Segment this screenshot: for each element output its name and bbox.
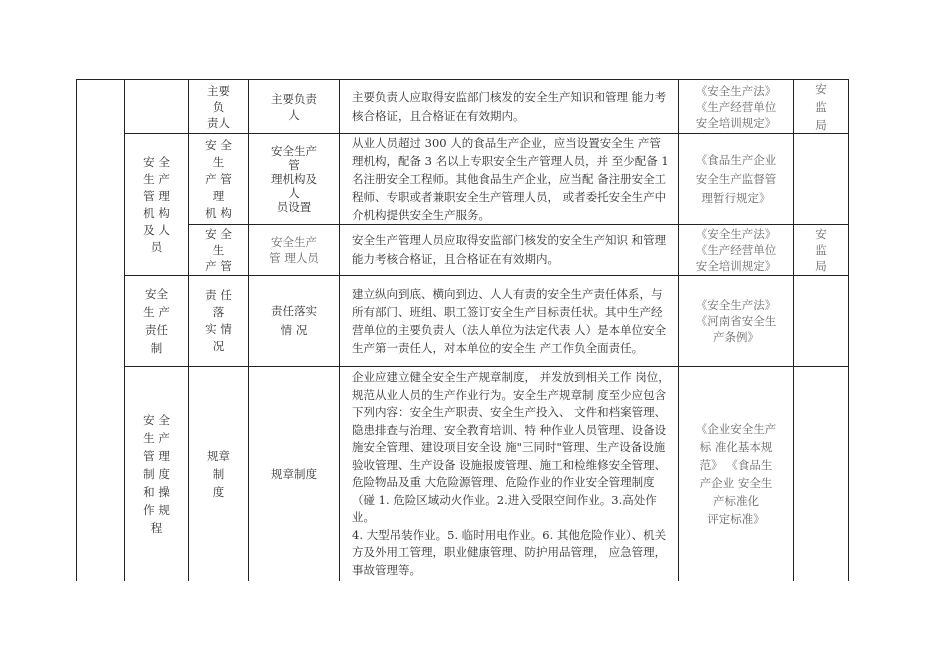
table-border-left — [76, 79, 77, 581]
sub-item-label: 规章 制 度 — [207, 449, 230, 499]
check-item-cell — [249, 225, 339, 275]
check-item-cell — [249, 367, 339, 581]
content-cell — [352, 276, 672, 366]
sub-item-label: 安 全 生 产 管 — [205, 227, 232, 273]
content-text: 建立纵向到底、横向到边、人人有责的安全生产责任体系，与所有部门、班组、职工签订安全生产目标责任状。其中生产经营单位的主要负责人（法人单位为法定代表 人）是本单位安全生产第一责任人，对本单位的安全生 产工作负全面责任。 — [352, 287, 667, 355]
sub-item-cell — [189, 134, 248, 224]
content-text: 从业人员超过 300 人的食品生产企业，应当设置安全生 产管理机构，配备 3 名以上专职安全生产管理人员，并 至少配备 1 名注册安全工程师。其他食品生产企业，应当配 备注册安全工程师、专职或者兼职安全生产管理人员， 或者委托安全生产中介机构提供安全生产服务。 — [352, 136, 669, 222]
content-text: 安全生产管理人员应取得安监部门核发的安全生产知识 和管理能力考核合格证，且合格证在有效期内。 — [352, 233, 667, 266]
content-cell — [352, 369, 672, 581]
check-item-label: 规章制度 — [271, 467, 317, 481]
dept-text: 安 监 局 — [815, 81, 827, 132]
content-cell — [352, 225, 672, 275]
sub-item-cell — [189, 225, 248, 275]
sub-item-label: 安 全 生 产 管 理 机 构 — [205, 137, 232, 220]
check-item-label: 安全生产 管 理人员 — [269, 235, 319, 265]
sub-item-cell — [189, 276, 248, 366]
content-cell — [352, 80, 672, 133]
group-cell — [125, 276, 188, 366]
basis-cell — [679, 225, 793, 275]
sub-item-label: 主要 负 责人 — [207, 83, 230, 130]
group-label: 安 全 生 产 管 理 机 构 及 人 员 — [143, 154, 170, 254]
column-divider — [339, 79, 340, 581]
column-divider — [793, 79, 794, 581]
basis-text: 《安全生产法》 《河南省安全生 产条例》 — [695, 298, 777, 344]
group-cell — [125, 367, 188, 581]
basis-text: 《企业安全生产 标 准化基本规 范》 《食品生 产企业 安全生 产标准化 评定标准》 — [695, 422, 777, 526]
basis-cell — [679, 134, 793, 224]
dept-text: 安 监 局 — [815, 227, 827, 273]
table-border-right — [848, 79, 849, 581]
group-label: 安 全 生 产 管 理 制 度 和 操 作 规 程 — [143, 413, 170, 535]
content-cell — [352, 134, 672, 224]
sub-item-label: 责 任 落 实 情 况 — [205, 288, 232, 353]
basis-cell — [679, 80, 793, 133]
basis-text: 《安全生产法》 《生产经营单位 安全培训规定》 — [695, 227, 777, 273]
content-text: 企业应建立健全安全生产规章制度， 并发放到相关工作 岗位，规范从业人员的生产作业行为。安全生产规章制 度至少应包含下列内容：安全生产职责、安全生产投入、 文件和档案管理、隐患排查与治理、安全教育培训、特 种作业人员管理、设备设施安全管理、建设项目安全设 施"三同时"管理、生产设备设施验收管理、生产设备 设施报废管理、施工和检维修安全管理、危险物品及重 大危险源管理、危险作业的作业安全管理制度（碰 1. 危险区域动火作业。2.进入受限空间作业。3.高处作业。 4. 大型吊装作业。5. 临时用电作业。6. 其他危险作业）、机关方及外用工管理，职业健康管理、防护用品管理， 应急管理，事故管理等。 — [352, 370, 670, 577]
dept-cell — [794, 80, 848, 133]
basis-cell — [679, 367, 793, 581]
basis-text: 《食品生产企业 安全生产监督管 理暂行规定》 — [695, 152, 777, 205]
check-item-cell — [249, 134, 339, 224]
group-cell — [125, 134, 188, 275]
dept-cell — [794, 225, 848, 275]
sub-item-cell — [189, 80, 248, 133]
sub-item-cell — [189, 367, 248, 581]
check-item-cell — [249, 80, 339, 133]
group-label: 安全 生 产 责任 制 — [143, 287, 170, 355]
content-text: 主要负责人应取得安监部门核发的安全生产知识和管理 能力考核合格证，且合格证在有效期内。 — [352, 89, 667, 123]
check-item-cell — [249, 276, 339, 366]
basis-text: 《安全生产法》 《生产经营单位 安全培训规定》 — [695, 83, 777, 130]
basis-cell — [679, 276, 793, 366]
check-item-label: 主要负责 人 — [271, 91, 317, 122]
check-item-label: 责任落实 情 况 — [271, 304, 317, 337]
check-item-label: 安全生产 管 理机构及 人 员设置 — [271, 144, 317, 214]
